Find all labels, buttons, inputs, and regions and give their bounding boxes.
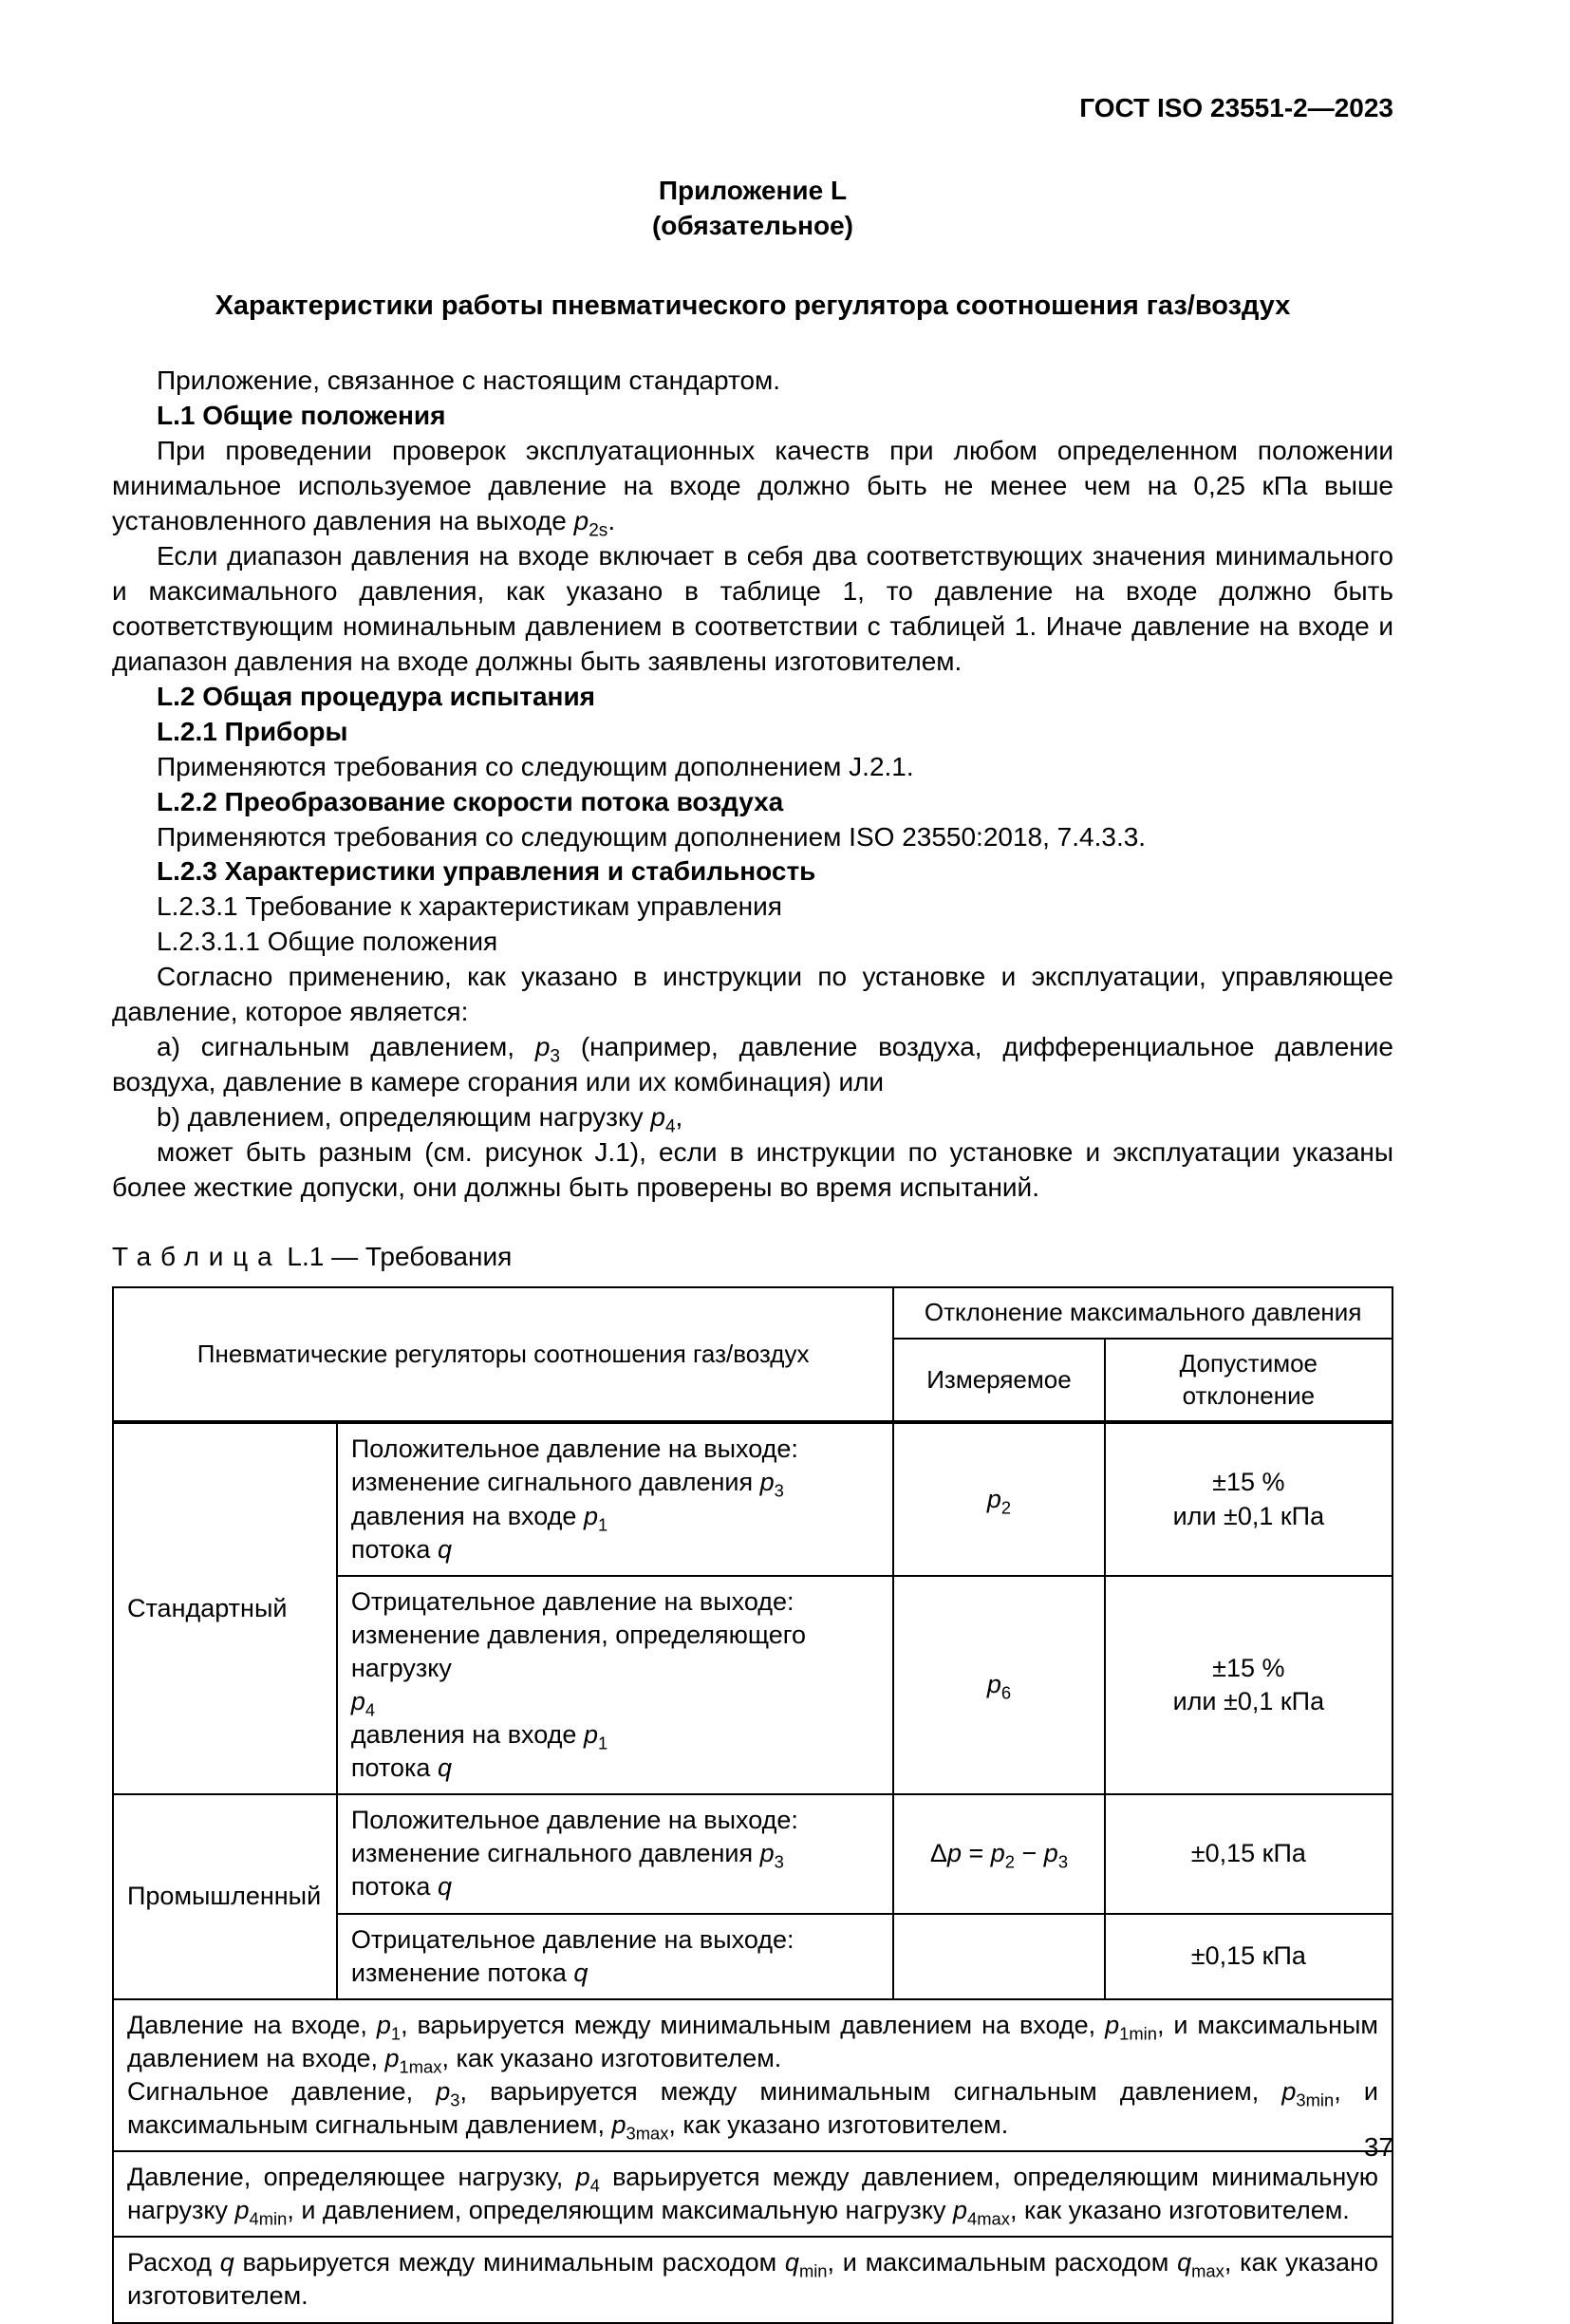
annex-title: Характеристики работы пневматического регулятора соотношения газ/воздух: [215, 290, 1291, 321]
list-item-a: a) сигнальным давлением, $p_3$ (например, давление воздуха, дифференциальное давление воздуха, давление в камере сгорания или их комбинация) или: [112, 1032, 1393, 1097]
annex-label: Приложение L: [658, 175, 848, 205]
paragraph-l22: Применяются требования со следующим дополнением ISO 23550:2018, 7.4.3.3.: [157, 821, 1147, 852]
table-note-row: [113, 2237, 1392, 2322]
measured-cell: $p_2$: [893, 1422, 1104, 1575]
tolerance-cell: ±15 % или ±0,1 кПа: [1105, 1576, 1392, 1795]
condition-cell: Положительное давление на выходе: изменение сигнального давления $p_3$ потока q: [337, 1794, 893, 1913]
category-cell-standard: Стандартный: [113, 1422, 337, 1794]
heading-l22: L.2.2 Преобразование скорости потока воздуха: [157, 786, 784, 816]
condition-cell: Положительное давление на выходе: изменение сигнального давления $p_3$ давления на входе $p_1$ потока q: [337, 1422, 893, 1575]
tolerance-cell: ±0,15 кПа: [1105, 1914, 1392, 1999]
requirements-table: [112, 1286, 1393, 2324]
paragraph-l23-1: Согласно применению, как указано в инструкции по установке и эксплуатации, управляющее давление, которое является:: [112, 962, 1393, 1027]
header-cell-regulators: Пневматические регуляторы соотношения газ/воздух: [113, 1287, 893, 1422]
header-cell-measured: Измеряемое: [893, 1339, 1104, 1423]
table-caption-word: Таблица: [112, 1242, 282, 1271]
heading-l2: L.2 Общая процедура испытания: [157, 681, 595, 711]
condition-cell: Отрицательное давление на выходе: изменение потока q: [337, 1914, 893, 1999]
heading-l2311: L.2.3.1.1 Общие положения: [157, 927, 498, 957]
paragraph-l21: Применяются требования со следующим дополнением J.2.1.: [157, 751, 914, 781]
running-header: ГОСТ ISO 23551-2—2023: [1079, 93, 1393, 122]
paragraph-l23-2: может быть разным (см. рисунок J.1), если в инструкции по установке и эксплуатации указаны более жесткие допуски, они должны быть проверены во время испытаний.: [112, 1137, 1393, 1203]
tolerance-cell: ±0,15 кПа: [1105, 1794, 1392, 1913]
table-note-row: [113, 1999, 1392, 2151]
heading-l21: L.2.1 Приборы: [157, 716, 348, 746]
table-row: [113, 1422, 1392, 1575]
table-note-flow: Расход q варьируется между минимальным расходом $q_{min}$, и максимальным расходом $q_{max}$, как указано изготовителем.: [113, 2237, 1392, 2322]
tolerance-cell: ±15 % или ±0,1 кПа: [1105, 1422, 1392, 1575]
heading-l231: L.2.3.1 Требование к характеристикам управления: [157, 891, 782, 922]
header-cell-deviation: Отклонение максимального давления: [893, 1287, 1392, 1339]
measured-cell: $\Delta p = p_2 - p_3$: [893, 1794, 1104, 1913]
condition-cell: Отрицательное давление на выходе: изменение давления, определяющего нагрузку $p_4$ давления на входе $p_1$ потока q: [337, 1576, 893, 1795]
heading-l23: L.2.3 Характеристики управления и стабильность: [157, 856, 816, 887]
table-caption-number: L.1 — Требования: [287, 1242, 513, 1271]
header-cell-tolerance: Допустимое отклонение: [1105, 1339, 1392, 1423]
table-note-inlet-signal: Давление на входе, $p_1$, варьируется между минимальным давлением на входе, $p_{1min}$, и максимальным давлением на входе, $p_{1max}$, как указано изготовителем. Сигнальное давление, $p_3$, варьируется между минимальным сигнальным давлением, $p_{3min}$, и максимальным сигнальным давлением, $p_{3max}$, как указано изготовителем.: [113, 1999, 1392, 2151]
page-number: 37: [1363, 2132, 1393, 2163]
measured-cell: $p_6$: [893, 1576, 1104, 1795]
paragraph-l1-1: При проведении проверок эксплуатационных качеств при любом определенном положении минимальное используемое давление на входе должно быть не менее чем на 0,25 кПа выше установленного давления на выходе $p_{2s}$.: [112, 436, 1393, 541]
heading-l1: L.1 Общие положения: [157, 401, 446, 431]
table-row: [113, 1794, 1392, 1913]
table-note-load: Давление, определяющее нагрузку, $p_4$ варьируется между давлением, определяющим минимальную нагрузку $p_{4min}$, и давлением, определяющим максимальную нагрузку $p_{4max}$, как указано изготовителем.: [113, 2151, 1392, 2237]
annex-kind: (обязательное): [651, 210, 853, 240]
table-note-row: [113, 2151, 1392, 2237]
list-item-b: b) давлением, определяющим нагрузку $p_4$,: [157, 1102, 683, 1137]
measured-cell: [893, 1914, 1104, 1999]
table-caption: [112, 1240, 1393, 1275]
paragraph-l1-2: Если диапазон давления на входе включает в себя два соответствующих значения минимального и максимального давления, как указано в таблице 1, то давление на входе должно быть соответствующим номинальным давлением в соответствии с таблицей 1. Иначе давление на входе и диапазон давления на входе должны быть заявлены изготовителем.: [112, 540, 1393, 676]
table-header-row-1: [113, 1287, 1392, 1339]
intro-paragraph: Приложение, связанное с настоящим стандартом.: [157, 365, 781, 396]
category-cell-industrial: Промышленный: [113, 1794, 337, 1998]
